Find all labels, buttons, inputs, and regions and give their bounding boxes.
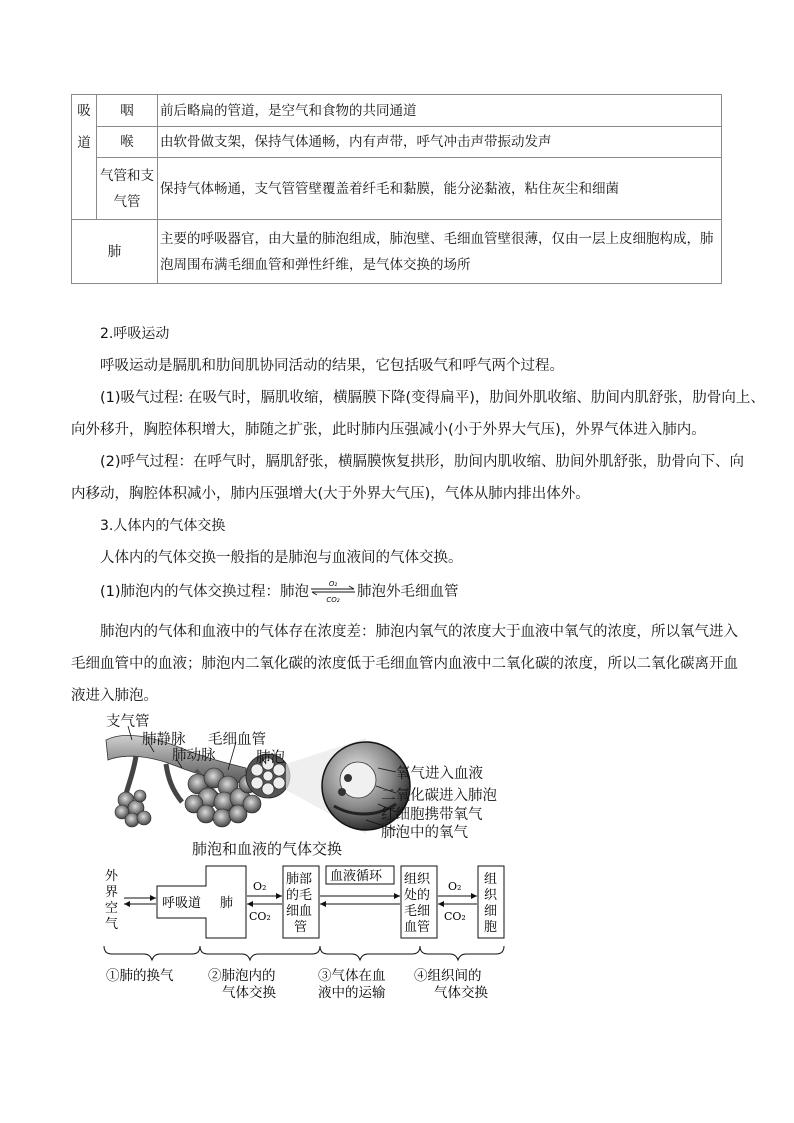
o2-label: O₂ [253,880,267,893]
outside-air-char: 气 [105,917,119,932]
organ-name-line: 气管和支 [100,167,154,184]
flow-diagram-svg [100,862,510,1007]
section-heading: 3.人体内的气体交换 [100,518,226,534]
organ-desc-line: 泡周围布满毛细血管和弹性纤维，是气体交换的场所 [160,256,471,273]
paragraph: 人体内的气体交换一般指的是肺泡与血液间的气体交换。 [100,550,463,566]
step-label: ③气体在血 [318,968,386,984]
organ-desc: 保持气体畅通，支气管管壁覆盖着纤毛和黏膜，能分泌黏液，粘住灰尘和细菌 [158,158,722,220]
outside-air-char: 外 [105,869,119,884]
process-suffix: 肺泡外毛细血管 [357,584,459,600]
step-label: ②肺泡内的 [208,968,276,984]
table-row [72,158,722,220]
label-co2-into-alveolus: 二氧化碳进入肺泡 [381,788,497,804]
gas-exchange-flow-diagram [100,862,510,1007]
tissue-capillary-line: 组织 [404,872,431,887]
step-label: 气体交换 [222,985,276,1001]
system-label-cell [72,95,97,220]
lung-capillary-line: 管 [294,920,308,935]
label-pulmonary-vein: 肺静脉 [142,732,186,748]
organ-desc: 前后略扁的管道，是空气和食物的共同通道 [158,95,722,127]
paragraph-line: 向外移升，胸腔体积增大，肺随之扩张，此时肺内压强减小(小于外界大气压)，外界气体进入肺内。 [71,422,706,438]
lung-capillary-line: 肺部 [286,872,313,887]
arrow-o2-label: O₂ [328,580,338,588]
exchange-process-line [100,582,459,602]
label-pulmonary-artery: 肺动脉 [172,748,216,764]
circulation-label: 血液循环 [330,869,383,884]
process-prefix: (1)肺泡内的气体交换过程：肺泡 [100,584,310,600]
step-label: 液中的运输 [318,985,386,1001]
system-label-char: 道 [77,135,91,151]
step-label: ④组织间的 [414,968,482,984]
arrow-co2-label: CO₂ [326,596,340,604]
airway-label: 呼吸道 [162,896,202,911]
co2-label: CO₂ [444,910,466,923]
organ-name: 喉 [97,127,158,158]
tissue-capillary-line: 血管 [404,920,431,935]
co2-label: CO₂ [249,910,271,923]
organ-name: 咽 [97,95,158,127]
organ-name-line: 气管 [113,193,141,210]
label-alveolus: 肺泡 [256,750,285,766]
o2-label: O₂ [448,880,462,893]
step-label: 气体交换 [434,985,488,1001]
tissue-capillary-line: 处的 [404,888,431,903]
organ-desc: 由软骨做支架，保持气体通畅，内有声带，呼气冲击声带振动发声 [158,127,722,158]
lung-capillary-line: 的毛 [286,888,313,903]
paragraph-line: (2)呼气过程：在呼气时，膈肌舒张，横膈膜恢复拱形，肋间内肌收缩、肋间外肌舒张，肋骨向下、向 [100,454,745,470]
organ-name: 肺 [72,220,158,284]
paragraph-line: (1)吸气过程: 在吸气时，膈肌收缩，横膈膜下降(变得扁平)，肋间外肌收缩、肋间内肌舒张，肋骨向上、 [100,390,765,406]
tissue-cell-char: 织 [484,888,498,903]
label-o2-into-blood: 氧气进入血液 [396,766,483,782]
tissue-capillary-line: 毛细 [404,904,431,919]
organ-name [97,158,158,220]
paragraph: 呼吸运动是膈肌和肋间肌协同活动的结果，它包括吸气和呼气两个过程。 [100,358,564,374]
tissue-cell-char: 细 [484,904,498,919]
respiratory-organ-table [71,94,722,284]
outside-air-char: 界 [105,885,119,900]
system-label-char: 吸 [77,103,91,119]
table-row [72,127,722,158]
figure-caption: 肺泡和血液的气体交换 [192,840,343,858]
paragraph-line: 液进入肺泡。 [71,688,158,704]
lung-capillary-line: 细血 [286,904,313,919]
paragraph-line: 毛细血管中的血液；肺泡内二氧化碳的浓度低于毛细血管内血液中二氧化碳的浓度，所以二氧化碳离开血 [71,656,738,672]
label-bronchus: 支气管 [106,714,150,730]
double-arrow-icon [309,582,357,602]
lung-label: 肺 [220,896,234,911]
label-alveolus-o2: 肺泡中的氧气 [381,825,468,841]
alveolus-gas-exchange-figure [96,708,516,858]
table-row [72,95,722,127]
organ-desc-line: 主要的呼吸器官，由大量的肺泡组成，肺泡壁、毛细血管壁很薄，仅由一层上皮细胞构成，肺 [160,230,714,247]
tissue-cell-char: 胞 [484,920,498,935]
paragraph-line: 肺泡内的气体和血液中的气体存在浓度差：肺泡内氧气的浓度大于血液中氧气的浓度，所以氧气进入 [100,624,738,640]
section-heading: 2.呼吸运动 [100,326,170,342]
label-capillary: 毛细血管 [208,732,266,748]
tissue-cell-char: 组 [484,872,498,887]
table-row [72,220,722,284]
label-rbc-carry-o2: 红细胞携带氧气 [381,807,483,823]
step-label: ①肺的换气 [106,968,174,984]
organ-desc [158,220,722,284]
outside-air-char: 空 [105,901,119,916]
paragraph-line: 内移动，胸腔体积减小，肺内压强增大(大于外界大气压)，气体从肺内排出体外。 [71,486,590,502]
